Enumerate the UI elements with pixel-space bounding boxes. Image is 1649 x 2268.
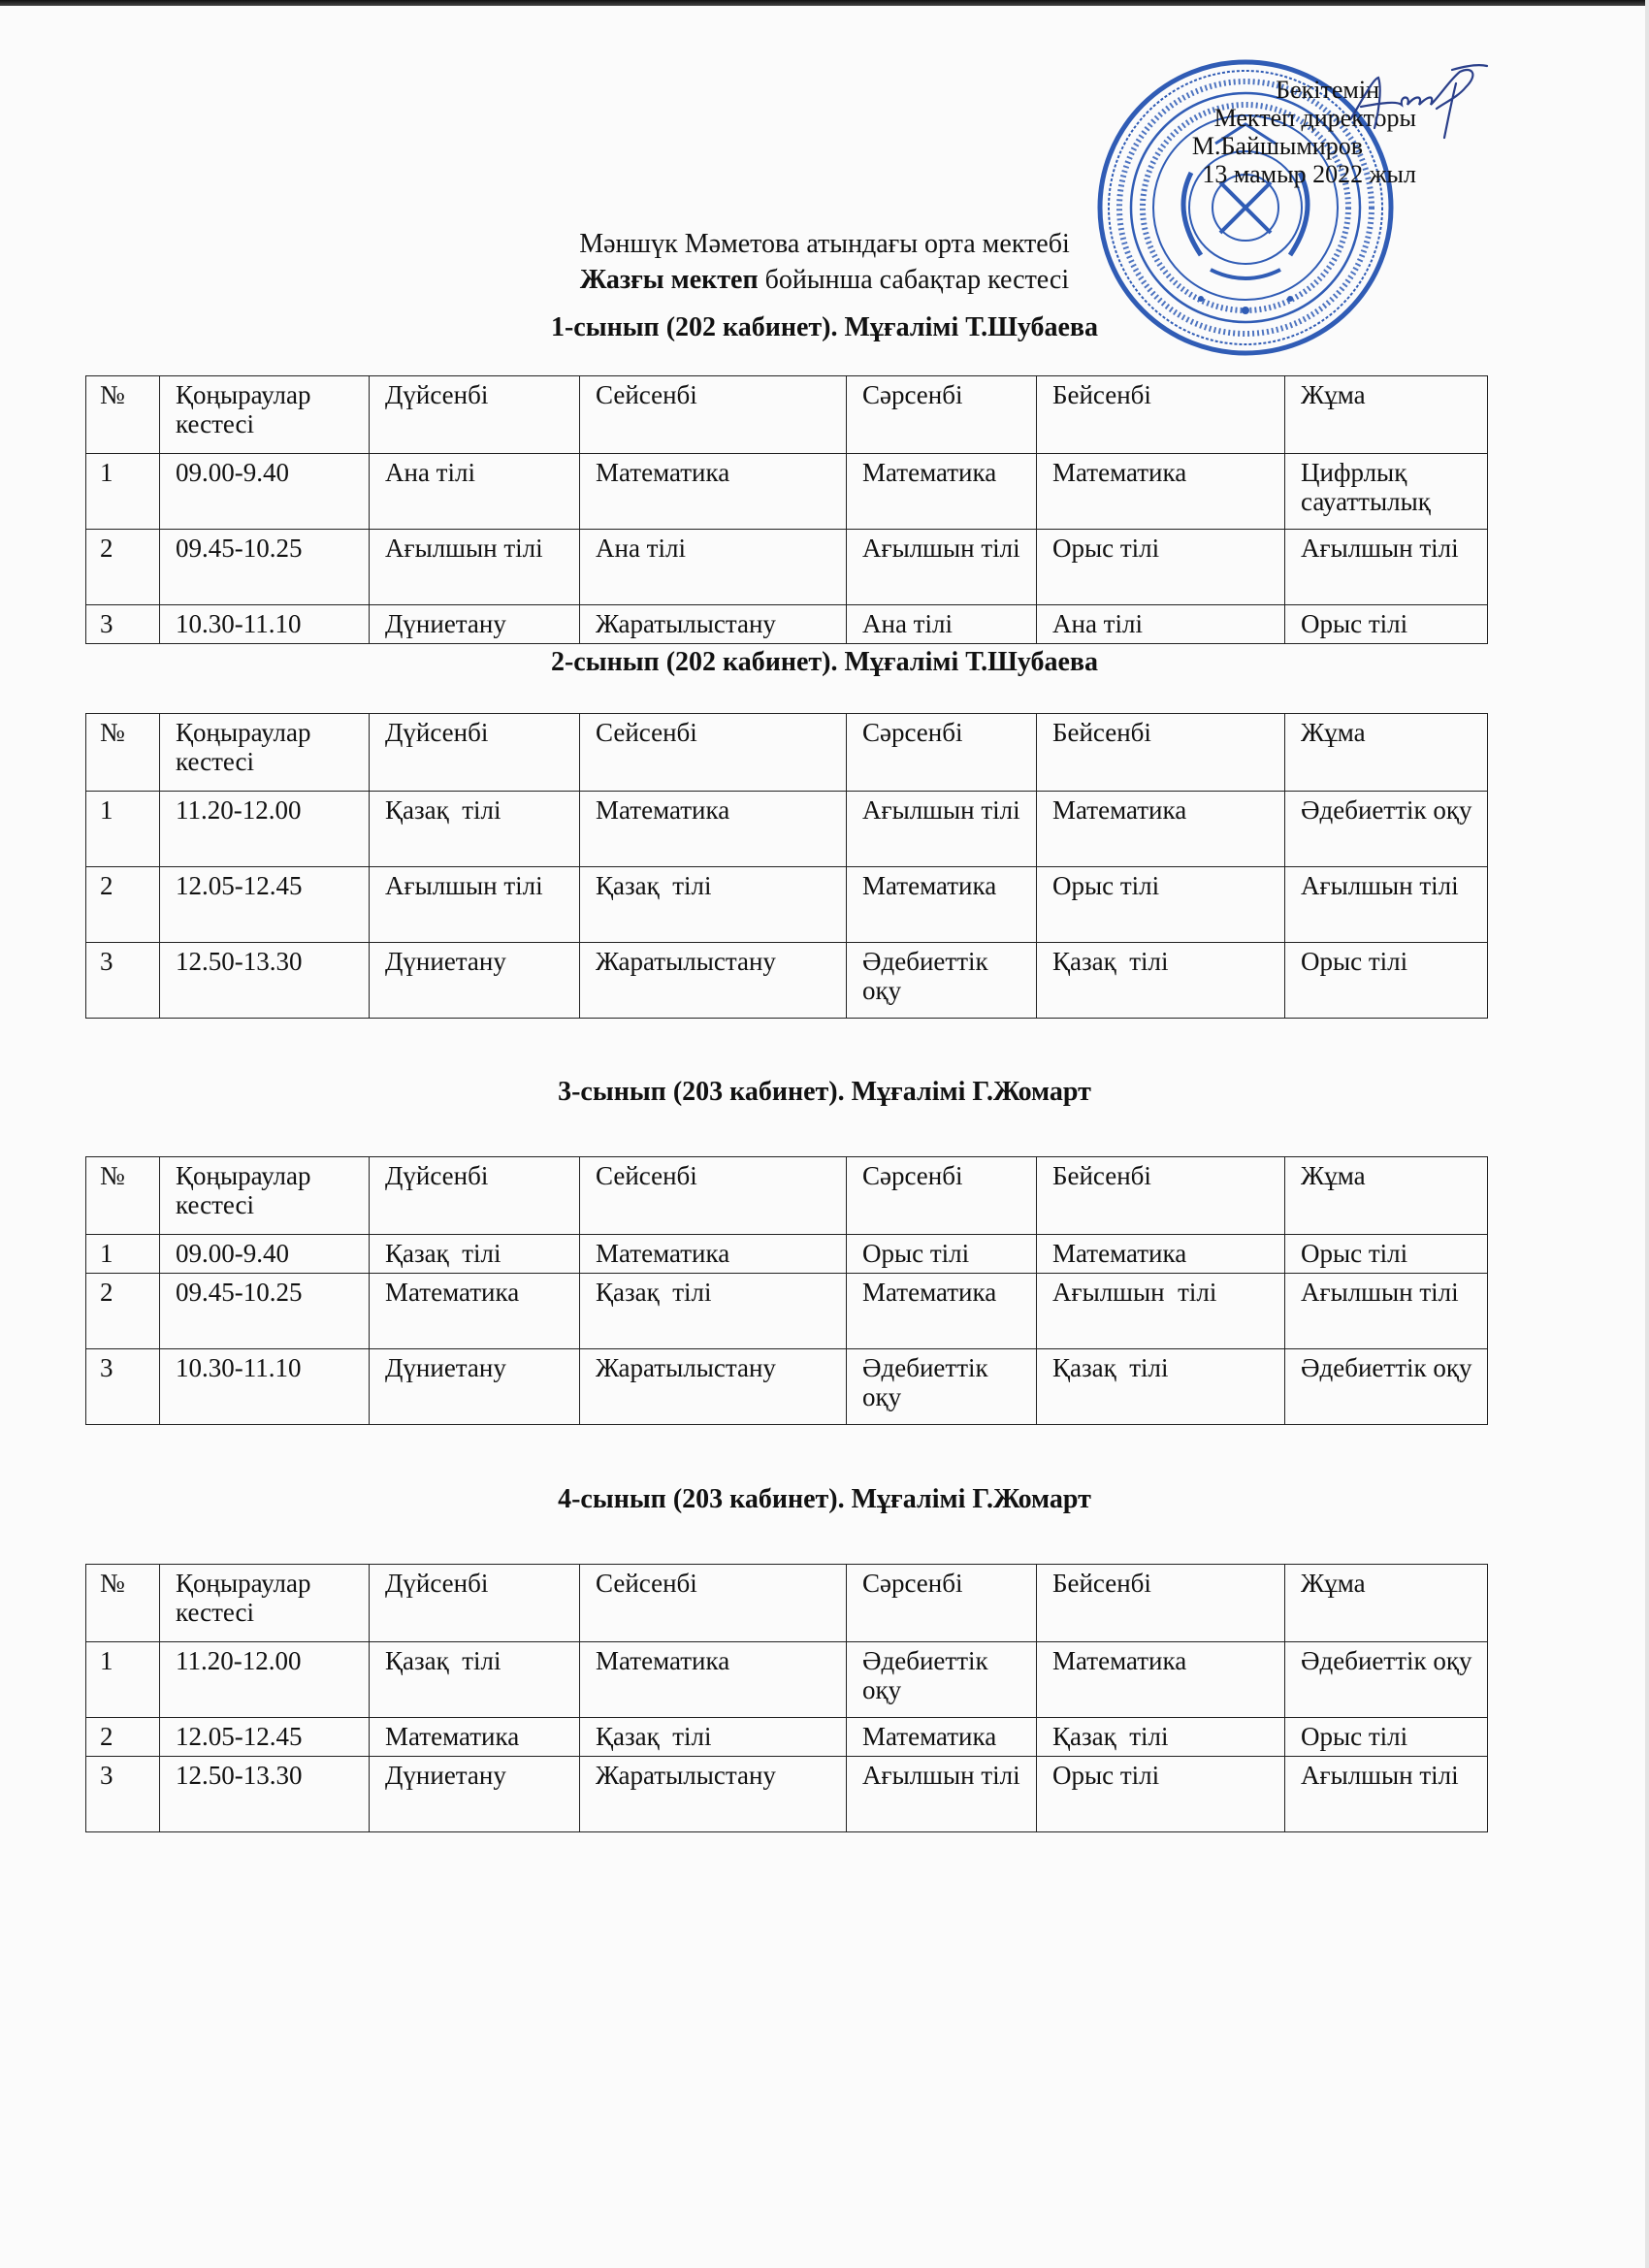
subtitle-bold: Жазғы мектеп <box>579 265 759 295</box>
subject-cell-thursday: Ана тілі <box>1037 605 1285 644</box>
subject-cell-friday: Әдебиеттік оқу <box>1285 792 1488 867</box>
lesson-time: 09.00-9.40 <box>160 454 370 530</box>
subject-cell-friday: Әдебиеттік оқу <box>1285 1349 1488 1425</box>
header-col-wednesday: Сәрсенбі <box>847 1565 1037 1642</box>
school-name: Мәншүк Мәметова атындағы орта мектебі <box>579 229 1070 259</box>
header-col-tuesday: Сейсенбі <box>580 376 847 454</box>
lesson-time: 12.50-13.30 <box>160 1757 370 1832</box>
subject-cell-monday: Дүниетану <box>370 943 580 1019</box>
subject-cell-thursday: Қазақ тілі <box>1037 943 1285 1019</box>
header-col-wednesday: Сәрсенбі <box>847 1157 1037 1235</box>
subject-cell-tuesday: Жаратылыстану <box>580 1349 847 1425</box>
header-col-wednesday: Сәрсенбі <box>847 376 1037 454</box>
lesson-time: 10.30-11.10 <box>160 1349 370 1425</box>
lesson-time: 11.20-12.00 <box>160 1642 370 1718</box>
subject-cell-wednesday: Әдебиеттік оқу <box>847 1642 1037 1718</box>
subject-cell-tuesday: Математика <box>580 1642 847 1718</box>
table-row <box>86 530 1488 605</box>
lesson-number: 1 <box>86 454 160 530</box>
subject-cell-wednesday: Математика <box>847 1718 1037 1757</box>
subject-cell-thursday: Математика <box>1037 454 1285 530</box>
subject-cell-monday: Математика <box>370 1274 580 1349</box>
subject-cell-monday: Математика <box>370 1718 580 1757</box>
subject-cell-tuesday: Математика <box>580 1235 847 1274</box>
table-row <box>86 605 1488 644</box>
header-col-bell-schedule: Қоңыраулар кестесі <box>160 1565 370 1642</box>
header-col-monday: Дүйсенбі <box>370 1565 580 1642</box>
subject-cell-thursday: Орыс тілі <box>1037 867 1285 943</box>
table-row <box>86 1235 1488 1274</box>
approval-date: 13 мамыр 2022 жыл <box>1202 160 1416 188</box>
lesson-time: 11.20-12.00 <box>160 792 370 867</box>
table-header-row <box>86 376 1488 454</box>
header-col-number: № <box>86 1157 160 1235</box>
header-col-thursday: Бейсенбі <box>1037 714 1285 792</box>
subject-cell-monday: Қазақ тілі <box>370 1642 580 1718</box>
header-col-monday: Дүйсенбі <box>370 376 580 454</box>
class-heading: 1-сынып (202 кабинет). Мұғалімі Т.Шубаева <box>550 312 1099 342</box>
subject-cell-wednesday: Ағылшын тілі <box>847 530 1037 605</box>
subject-cell-friday: Орыс тілі <box>1285 605 1488 644</box>
header-col-thursday: Бейсенбі <box>1037 1157 1285 1235</box>
subject-cell-wednesday: Орыс тілі <box>847 1235 1037 1274</box>
document-subtitle <box>0 265 1649 296</box>
lesson-number: 1 <box>86 1642 160 1718</box>
subject-cell-tuesday: Қазақ тілі <box>580 867 847 943</box>
subject-cell-tuesday: Математика <box>580 454 847 530</box>
subject-cell-wednesday: Әдебиеттік оқу <box>847 1349 1037 1425</box>
table-row <box>86 1757 1488 1832</box>
subject-cell-monday: Ана тілі <box>370 454 580 530</box>
lesson-number: 3 <box>86 943 160 1019</box>
subject-cell-tuesday: Жаратылыстану <box>580 1757 847 1832</box>
subject-cell-thursday: Математика <box>1037 1235 1285 1274</box>
subject-cell-monday: Дүниетану <box>370 1757 580 1832</box>
lesson-time: 10.30-11.10 <box>160 605 370 644</box>
table-row <box>86 1642 1488 1718</box>
approval-title: Бекітемін <box>1276 76 1379 104</box>
subject-cell-friday: Ағылшын тілі <box>1285 867 1488 943</box>
table-row <box>86 867 1488 943</box>
schedule-table <box>85 375 1488 644</box>
subject-cell-friday: Әдебиеттік оқу <box>1285 1642 1488 1718</box>
table-row <box>86 792 1488 867</box>
lesson-number: 1 <box>86 1235 160 1274</box>
subject-cell-thursday: Ағылшын тілі <box>1037 1274 1285 1349</box>
lesson-number: 2 <box>86 867 160 943</box>
header-col-bell-schedule: Қоңыраулар кестесі <box>160 1157 370 1235</box>
subject-cell-wednesday: Ағылшын тілі <box>847 792 1037 867</box>
table-header-row <box>86 714 1488 792</box>
subject-cell-wednesday: Ана тілі <box>847 605 1037 644</box>
table-header-row <box>86 1157 1488 1235</box>
table-row <box>86 454 1488 530</box>
subject-cell-friday: Ағылшын тілі <box>1285 530 1488 605</box>
header-col-monday: Дүйсенбі <box>370 1157 580 1235</box>
table-row <box>86 943 1488 1019</box>
approval-name: М.Байшымиров <box>1191 132 1363 160</box>
table-row <box>86 1274 1488 1349</box>
header-col-number: № <box>86 714 160 792</box>
subject-cell-wednesday: Математика <box>847 867 1037 943</box>
subject-cell-thursday: Қазақ тілі <box>1037 1349 1285 1425</box>
subject-cell-tuesday: Жаратылыстану <box>580 605 847 644</box>
lesson-number: 2 <box>86 1718 160 1757</box>
header-col-wednesday: Сәрсенбі <box>847 714 1037 792</box>
subject-cell-friday: Орыс тілі <box>1285 1235 1488 1274</box>
lesson-number: 2 <box>86 1274 160 1349</box>
header-col-friday: Жұма <box>1285 376 1488 454</box>
lesson-time: 12.05-12.45 <box>160 867 370 943</box>
header-col-friday: Жұма <box>1285 714 1488 792</box>
header-col-tuesday: Сейсенбі <box>580 1565 847 1642</box>
subject-cell-monday: Қазақ тілі <box>370 1235 580 1274</box>
subject-cell-friday: Цифрлық сауаттылық <box>1285 454 1488 530</box>
header-col-number: № <box>86 1565 160 1642</box>
subject-cell-tuesday: Математика <box>580 792 847 867</box>
subject-cell-monday: Қазақ тілі <box>370 792 580 867</box>
schedule-table <box>85 1156 1488 1425</box>
header-col-friday: Жұма <box>1285 1565 1488 1642</box>
lesson-time: 12.50-13.30 <box>160 943 370 1019</box>
approval-position: Мектеп директоры <box>1213 104 1416 132</box>
schedule-table <box>85 713 1488 1019</box>
lesson-number: 3 <box>86 1757 160 1832</box>
lesson-number: 2 <box>86 530 160 605</box>
subject-cell-thursday: Орыс тілі <box>1037 530 1285 605</box>
subject-cell-thursday: Математика <box>1037 792 1285 867</box>
lesson-time: 09.45-10.25 <box>160 530 370 605</box>
subject-cell-friday: Ағылшын тілі <box>1285 1757 1488 1832</box>
table-row <box>86 1349 1488 1425</box>
header-col-bell-schedule: Қоңыраулар кестесі <box>160 376 370 454</box>
class-heading: 4-сынып (203 кабинет). Мұғалімі Г.Жомарт <box>558 1484 1091 1514</box>
scan-edge-top <box>0 0 1649 6</box>
header-col-friday: Жұма <box>1285 1157 1488 1235</box>
header-col-thursday: Бейсенбі <box>1037 1565 1285 1642</box>
subject-cell-tuesday: Қазақ тілі <box>580 1718 847 1757</box>
header-col-monday: Дүйсенбі <box>370 714 580 792</box>
subject-cell-wednesday: Ағылшын тілі <box>847 1757 1037 1832</box>
subject-cell-thursday: Математика <box>1037 1642 1285 1718</box>
subject-cell-monday: Дүниетану <box>370 605 580 644</box>
lesson-time: 12.05-12.45 <box>160 1718 370 1757</box>
lesson-number: 3 <box>86 1349 160 1425</box>
table-header-row <box>86 1565 1488 1642</box>
schedule-table <box>85 1564 1488 1832</box>
subject-cell-tuesday: Ана тілі <box>580 530 847 605</box>
subject-cell-thursday: Орыс тілі <box>1037 1757 1285 1832</box>
subject-cell-monday: Дүниетану <box>370 1349 580 1425</box>
header-col-thursday: Бейсенбі <box>1037 376 1285 454</box>
subject-cell-thursday: Қазақ тілі <box>1037 1718 1285 1757</box>
table-row <box>86 1718 1488 1757</box>
subject-cell-friday: Ағылшын тілі <box>1285 1274 1488 1349</box>
director-signature <box>1343 60 1489 147</box>
subject-cell-friday: Орыс тілі <box>1285 1718 1488 1757</box>
lesson-time: 09.00-9.40 <box>160 1235 370 1274</box>
header-col-number: № <box>86 376 160 454</box>
subject-cell-wednesday: Әдебиеттік оқу <box>847 943 1037 1019</box>
class-heading: 3-сынып (203 кабинет). Мұғалімі Г.Жомарт <box>558 1077 1091 1107</box>
header-col-tuesday: Сейсенбі <box>580 1157 847 1235</box>
lesson-time: 09.45-10.25 <box>160 1274 370 1349</box>
subject-cell-wednesday: Математика <box>847 1274 1037 1349</box>
header-col-bell-schedule: Қоңыраулар кестесі <box>160 714 370 792</box>
subtitle-rest: бойынша сабақтар кестесі <box>758 265 1070 295</box>
subject-cell-tuesday: Жаратылыстану <box>580 943 847 1019</box>
subject-cell-tuesday: Қазақ тілі <box>580 1274 847 1349</box>
subject-cell-wednesday: Математика <box>847 454 1037 530</box>
subject-cell-friday: Орыс тілі <box>1285 943 1488 1019</box>
subject-cell-monday: Ағылшын тілі <box>370 530 580 605</box>
lesson-number: 1 <box>86 792 160 867</box>
lesson-number: 3 <box>86 605 160 644</box>
header-col-tuesday: Сейсенбі <box>580 714 847 792</box>
subject-cell-monday: Ағылшын тілі <box>370 867 580 943</box>
class-heading: 2-сынып (202 кабинет). Мұғалімі Т.Шубаева <box>550 647 1099 677</box>
